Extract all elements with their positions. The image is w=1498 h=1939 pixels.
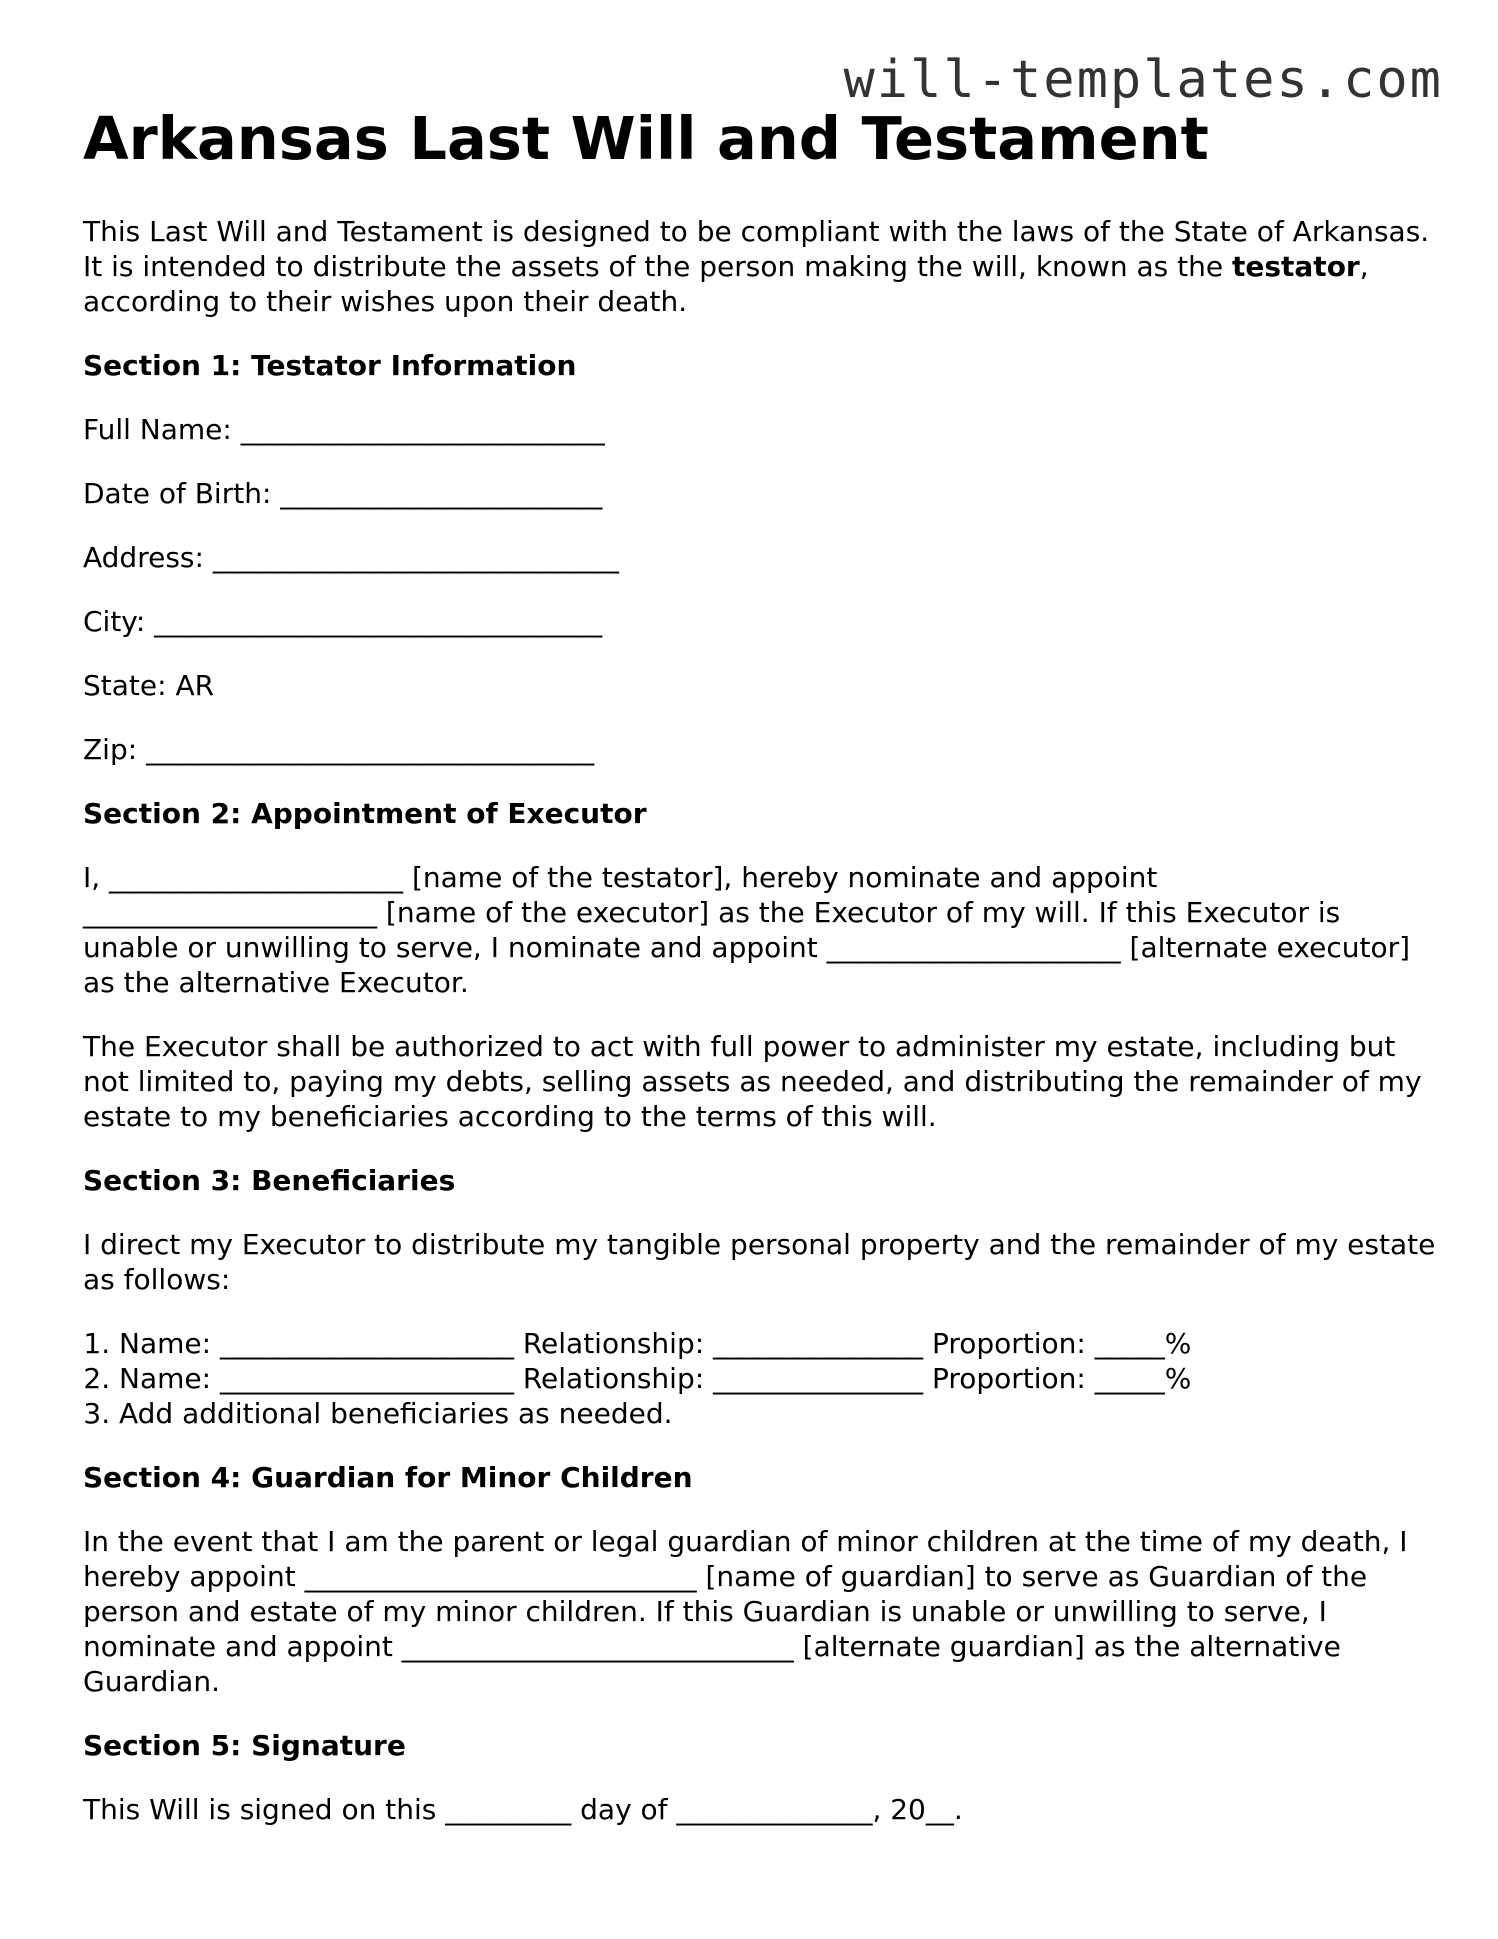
date-of-birth-field: Date of Birth: _______________________ <box>83 477 603 510</box>
intro-text-1: This Last Will and Testament is designed to be compliant with the laws of the State of Arkansas. It is intended to distribute the assets of the person making the will, known as the <box>83 215 1430 283</box>
executor-appointment-paragraph: I, _____________________ [name of the testator], hereby nominate and appoint _____________________ [name of the executor] as the Executor of my will. If this Executor is unable or unwilling to serve, I nominate and appoint _____________________ [alternate executor] as the alternative Executor. <box>83 861 1411 999</box>
section-5-heading: Section 5: Signature <box>83 1729 406 1762</box>
city-field: City: ________________________________ <box>83 605 603 638</box>
document-title: Arkansas Last Will and Testament <box>83 104 1209 173</box>
watermark-text: will-templates.com <box>843 50 1443 110</box>
zip-field: Zip: ________________________________ <box>83 733 595 766</box>
list-item: 3. Add additional beneficiaries as needed. <box>119 1396 1443 1431</box>
list-item: 2. Name: _____________________ Relationship: _______________ Proportion: _____% <box>119 1361 1443 1396</box>
beneficiaries-list <box>83 1326 1443 1431</box>
intro-bold-term: testator <box>1231 250 1360 283</box>
beneficiaries-paragraph: I direct my Executor to distribute my tangible personal property and the remainder of my estate as follows: <box>83 1228 1436 1296</box>
intro-text-2: , according to their wishes upon their death. <box>83 250 1369 318</box>
address-field: Address: _____________________________ <box>83 541 619 574</box>
section-4-heading: Section 4: Guardian for Minor Children <box>83 1461 693 1494</box>
intro-paragraph <box>83 214 1443 319</box>
document-body <box>83 214 1443 1856</box>
section-1-heading: Section 1: Testator Information <box>83 349 577 382</box>
executor-powers-paragraph: The Executor shall be authorized to act with full power to administer my estate, including but not limited to, paying my debts, selling assets as needed, and distributing the remainder of my estate to my beneficiaries according to the terms of this will. <box>83 1030 1422 1133</box>
section-2-heading: Section 2: Appointment of Executor <box>83 797 647 830</box>
section-3-heading: Section 3: Beneficiaries <box>83 1164 456 1197</box>
guardian-paragraph: In the event that I am the parent or legal guardian of minor children at the time of my death, I hereby appoint ____________________________ [name of guardian] to serve as Guardian of the person and estate of my minor children. If this Guardian is unable or unwilling to serve, I nominate and appoint ____________________________ [alternate guardian] as the alternative Guardian. <box>83 1525 1408 1698</box>
full-name-field: Full Name: __________________________ <box>83 413 605 446</box>
signature-date-line: This Will is signed on this _________ day of ______________, 20__. <box>83 1793 963 1826</box>
state-field: State: AR <box>83 669 215 702</box>
list-item: 1. Name: _____________________ Relationship: _______________ Proportion: _____% <box>119 1326 1443 1361</box>
